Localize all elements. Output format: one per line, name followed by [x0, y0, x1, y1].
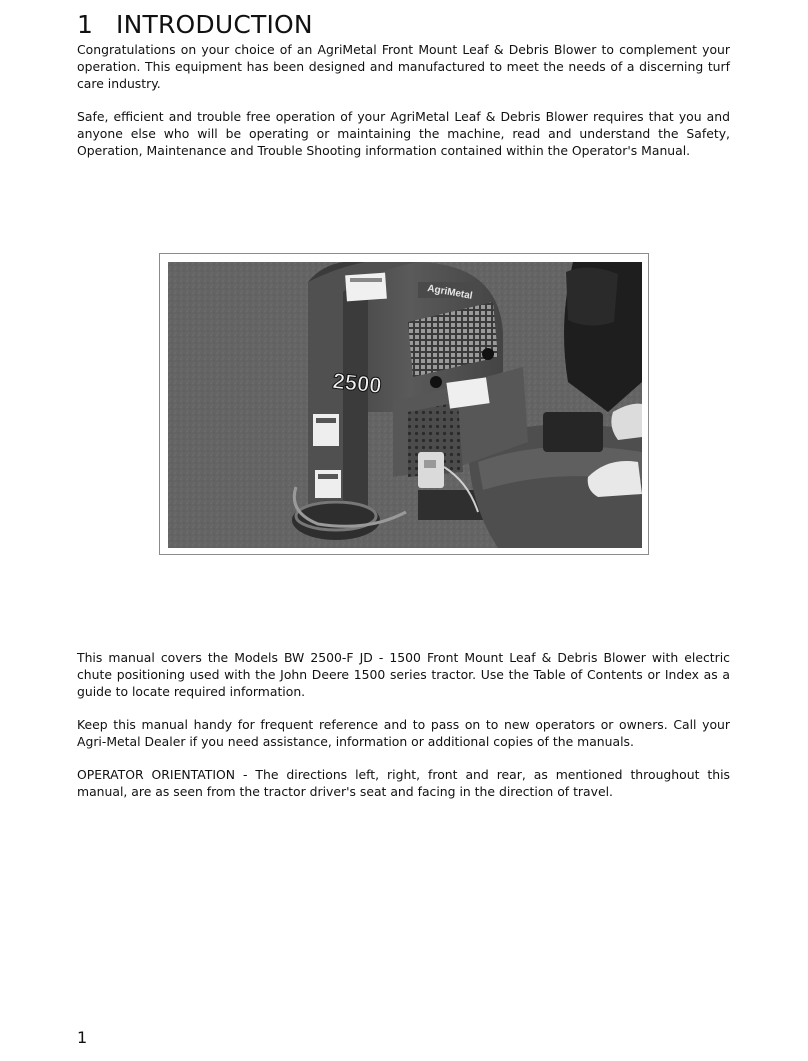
section-title: INTRODUCTION	[116, 10, 313, 39]
blower-photo	[168, 262, 642, 548]
model-badge	[331, 368, 382, 398]
junction-box	[418, 452, 444, 488]
coverage-paragraph: This manual covers the Models BW 2500-F JD - 1500 Front Mount Leaf & Debris Blower with electric chute positioning used with the John Deere 1500 series tractor. Use the Table of Contents or Index as a guide to locate required information.	[77, 650, 730, 699]
safety-paragraph: Safe, efficient and trouble free operation of your AgriMetal Leaf & Debris Blower requires that you and anyone else who will be operating or maintaining the machine, read and understand the Safety, Operation, Maintenance and Trouble Shooting information contained within the Operator's Manual.	[77, 109, 730, 158]
section-number: 1	[77, 10, 94, 39]
warning-decal	[345, 273, 387, 302]
motor-decal	[446, 377, 489, 408]
photo-frame	[159, 253, 649, 555]
keep-manual-paragraph: Keep this manual handy for frequent reference and to pass on to new operators or owners. Call your Agri-Metal Dealer if you need assistance, information or additional copies of the manuals.	[77, 717, 730, 749]
model-label: 2500	[331, 368, 383, 399]
intro-paragraph: Congratulations on your choice of an AgriMetal Front Mount Leaf & Debris Blower to complement your operation. This equipment has been designed and manufactured to meet the needs of a discerning turf care industry.	[77, 42, 730, 91]
section-heading	[77, 10, 313, 39]
page-number: 1	[77, 1028, 88, 1047]
operator-orientation-paragraph: OPERATOR ORIENTATION - The directions left, right, front and rear, as mentioned throughout this manual, are as seen from the tractor driver's seat and facing in the direction of travel.	[77, 767, 730, 799]
brand-label: AgriMetal	[426, 283, 474, 302]
